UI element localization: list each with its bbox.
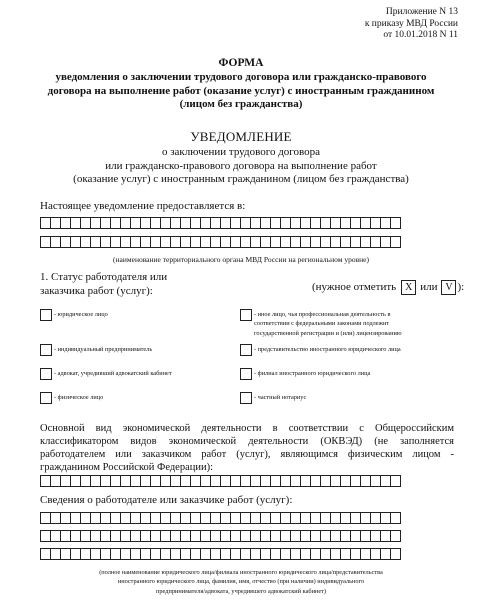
employer-cells-row-3[interactable] [40, 548, 400, 560]
option-notary: - частный нотариус [254, 394, 307, 401]
employer-caption-line-3: предпринимателя/адвоката, учредившего адвокатский кабинет) [156, 587, 326, 595]
checkbox-notary[interactable] [240, 392, 252, 404]
okved-line-3: работодателем или заказчиком работ (услуг), являющимся физическим лицом - [40, 449, 454, 460]
form-title: ФОРМА [218, 57, 264, 69]
notice-line-1: о заключении трудового договора [161, 146, 321, 158]
checkbox-representative[interactable] [240, 344, 252, 356]
okved-line-1: Основной вид экономической деятельности в соответствии с Общероссийским [40, 423, 454, 434]
char-cell[interactable] [390, 217, 401, 229]
mark-example-x: X [401, 280, 416, 295]
recipient-cells-row-1[interactable] [40, 217, 400, 229]
mark-instruction-suffix: ): [457, 280, 465, 293]
employer-label: Сведения о работодателе или заказчике работ (услуг): [40, 494, 293, 506]
form-subtitle-line-2: договора на выполнение работ (оказание услуг) с иностранным гражданином [47, 84, 435, 97]
status-label [40, 271, 167, 298]
checkbox-private-practice[interactable] [240, 309, 252, 321]
recipient-label: Настоящее уведомление предоставляется в: [40, 200, 246, 212]
checkbox-lawyer[interactable] [40, 368, 52, 380]
option-representative: - представительство иностранного юридического лица [254, 346, 401, 353]
status-label-line-2: заказчика работ (услуг): [40, 284, 153, 297]
option-private-practice-line-1: - иное лицо, чья профессиональная деятельность в [254, 311, 391, 318]
employer-cells-row-1[interactable] [40, 512, 400, 524]
option-private-practice-line-3: государственной регистрации и (или) лицензированию [254, 329, 402, 337]
appendix-line-1: Приложение N 13 [385, 7, 458, 17]
okved-line-4: гражданином Российской Федерации): [40, 462, 214, 473]
employer-cells-row-2[interactable] [40, 530, 400, 542]
notice-line-3: (оказание услуг) с иностранным гражданином (лицом без гражданства) [73, 173, 409, 185]
mark-example-v: V [441, 280, 456, 295]
char-cell[interactable] [390, 512, 401, 524]
employer-caption-line-1: (полное наименование юридического лица/филиала иностранного юридического лица/представительства [99, 569, 383, 576]
char-cell[interactable] [390, 236, 401, 248]
char-cell[interactable] [390, 530, 401, 542]
appendix-reference [365, 7, 458, 42]
mark-instruction [312, 280, 464, 295]
option-legal-entity: - юридическое лицо [54, 311, 108, 318]
employer-caption-line-2: иностранного юридического лица, фамилия, имя, отчество (при наличии) индивидуального [117, 578, 365, 586]
okved-cells[interactable] [40, 475, 400, 487]
status-label-line-1: 1. Статус работодателя или [40, 271, 168, 283]
option-lawyer: - адвокат, учредивший адвокатский кабинет [54, 370, 172, 377]
form-subtitle-line-1: уведомления о заключении трудового договора или гражданско-правового [55, 71, 427, 83]
char-cell[interactable] [390, 548, 401, 560]
char-cell[interactable] [390, 475, 401, 487]
recipient-cells-row-2[interactable] [40, 236, 400, 248]
notice-subtitle [0, 146, 482, 187]
checkbox-individual[interactable] [40, 392, 52, 404]
option-branch: - филиал иностранного юридического лица [254, 370, 371, 377]
okved-line-2: классификатором видов экономической деятельности (ОКВЭД) (не заполняется [40, 436, 454, 447]
option-entrepreneur: - индивидуальный предприниматель [54, 346, 153, 353]
okved-text [40, 422, 454, 474]
form-subtitle-line-3: (лицом без гражданства) [179, 98, 303, 110]
form-subtitle [0, 71, 482, 112]
checkbox-entrepreneur[interactable] [40, 344, 52, 356]
checkbox-branch[interactable] [240, 368, 252, 380]
checkbox-legal-entity[interactable] [40, 309, 52, 321]
mark-instruction-prefix: (нужное отметить [312, 280, 397, 293]
employer-caption [0, 568, 482, 596]
option-individual: - физическое лицо [54, 394, 104, 401]
notice-line-2: или гражданско-правового договора на выполнение работ [105, 159, 377, 172]
option-private-practice-line-2: соответствии с федеральными законами подлежит [254, 320, 390, 328]
option-private-practice [254, 310, 450, 338]
appendix-line-3: от 10.01.2018 N 11 [383, 30, 458, 40]
appendix-line-2: к приказу МВД России [364, 18, 458, 29]
mark-instruction-or: или [420, 280, 438, 293]
notice-title: УВЕДОМЛЕНИЕ [190, 129, 292, 144]
recipient-caption: (наименование территориального органа МВД России на региональном уровне) [113, 255, 369, 264]
